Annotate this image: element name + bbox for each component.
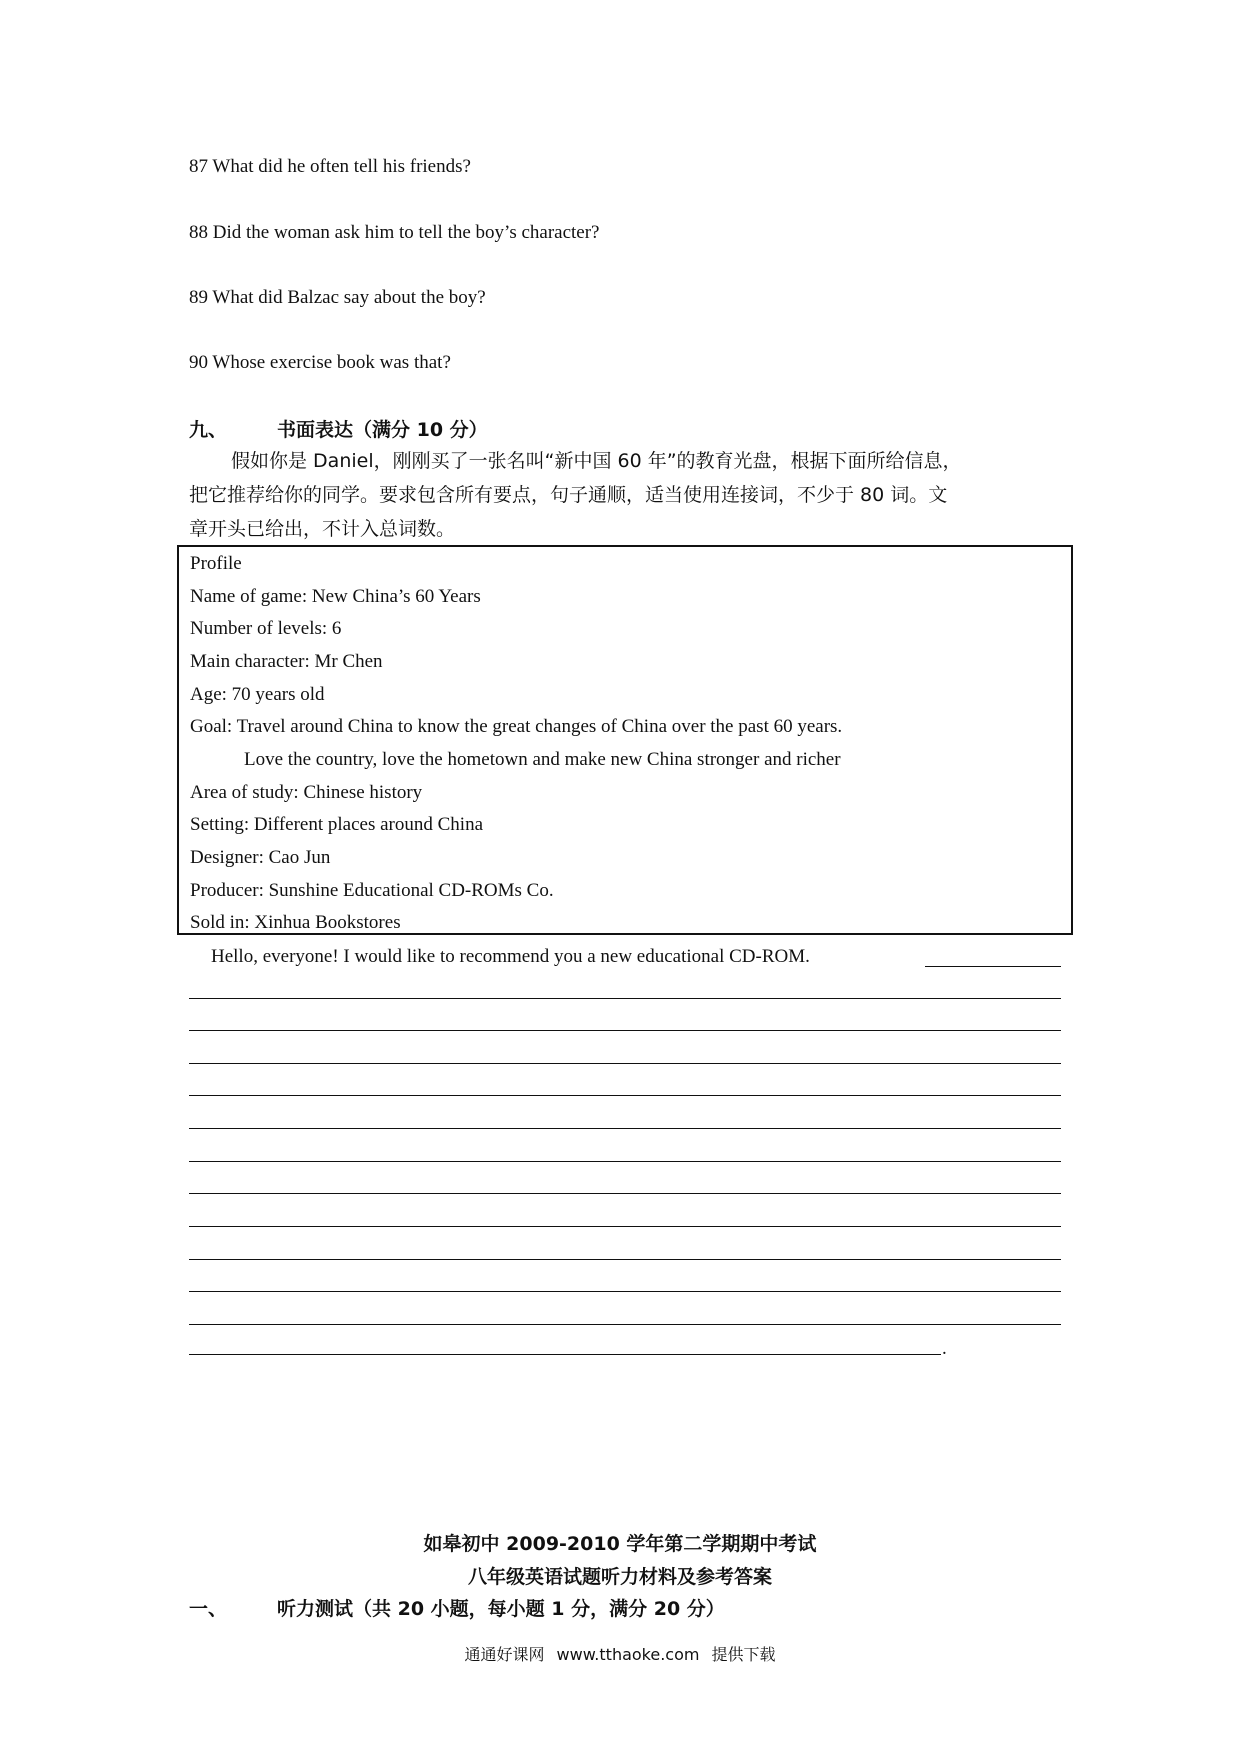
profile-line: Sold in: Xinhua Bookstores [190, 912, 401, 933]
instruction-line: 假如你是 Daniel，刚刚买了一张名叫“新中国 60 年”的教育光盘，根据下面所给信息， [231, 450, 962, 472]
question-88: 88 Did the woman ask him to tell the boy’s character? [189, 222, 600, 243]
profile-line: Main character: Mr Chen [190, 651, 383, 672]
essay-opening: Hello, everyone! I would like to recommend you a new educational CD-ROM. [211, 946, 810, 967]
writing-line[interactable] [189, 1095, 1061, 1096]
writing-section-number: 九、 [189, 419, 228, 441]
writing-line[interactable] [189, 1128, 1061, 1129]
question-87: 87 What did he often tell his friends? [189, 156, 471, 177]
writing-line[interactable] [189, 1193, 1061, 1194]
listening-section-heading [189, 1596, 725, 1622]
profile-line: Area of study: Chinese history [190, 782, 423, 803]
profile-line: Goal: Travel around China to know the great changes of China over the past 60 years. [190, 716, 843, 737]
page-footer [0, 1642, 1240, 1665]
instruction-line: 章开头已给出，不计入总词数。 [189, 518, 456, 540]
writing-blank[interactable] [925, 966, 1061, 967]
question-90: 90 Whose exercise book was that? [189, 352, 451, 373]
writing-line[interactable] [189, 998, 1061, 999]
profile-line: Name of game: New China’s 60 Years [190, 586, 481, 607]
writing-section-heading [189, 417, 488, 443]
writing-instructions [189, 444, 1059, 546]
profile-line: Age: 70 years old [190, 684, 325, 705]
profile-line: Love the country, love the hometown and make new China stronger and richer [244, 749, 841, 770]
writing-line[interactable] [189, 1226, 1061, 1227]
footer-url[interactable]: www.tthaoke.com [556, 1645, 700, 1664]
profile-box [177, 545, 1073, 935]
writing-line[interactable] [189, 1324, 1061, 1325]
profile-line: Setting: Different places around China [190, 814, 484, 835]
writing-line[interactable] [189, 1063, 1061, 1064]
writing-line[interactable] [189, 1030, 1061, 1031]
question-89: 89 What did Balzac say about the boy? [189, 287, 486, 308]
writing-line[interactable] [189, 1291, 1061, 1292]
profile-heading: Profile [190, 553, 242, 574]
closing-period: . [942, 1338, 947, 1359]
writing-line[interactable] [189, 1259, 1061, 1260]
writing-line[interactable] [189, 1161, 1061, 1162]
answer-key-subtitle: 八年级英语试题听力材料及参考答案 [467, 1566, 772, 1588]
profile-line: Producer: Sunshine Educational CD-ROMs Co. [190, 880, 554, 901]
listening-section-number: 一、 [189, 1598, 228, 1620]
profile-line: Designer: Cao Jun [190, 847, 331, 868]
writing-line[interactable] [189, 1354, 941, 1355]
footer-site-name: 通通好课网 [464, 1645, 545, 1664]
instruction-line: 把它推荐给你的同学。要求包含所有要点，句子通顺，适当使用连接词，不少于 80 词。文 [189, 484, 948, 506]
writing-section-title: 书面表达（满分 10 分） [277, 419, 488, 441]
profile-line: Number of levels: 6 [190, 618, 342, 639]
footer-suffix: 提供下载 [711, 1645, 776, 1664]
answer-key-title: 如皋初中 2009-2010 学年第二学期期中考试 [423, 1533, 817, 1555]
listening-section-title: 听力测试（共 20 小题，每小题 1 分，满分 20 分） [277, 1598, 725, 1620]
